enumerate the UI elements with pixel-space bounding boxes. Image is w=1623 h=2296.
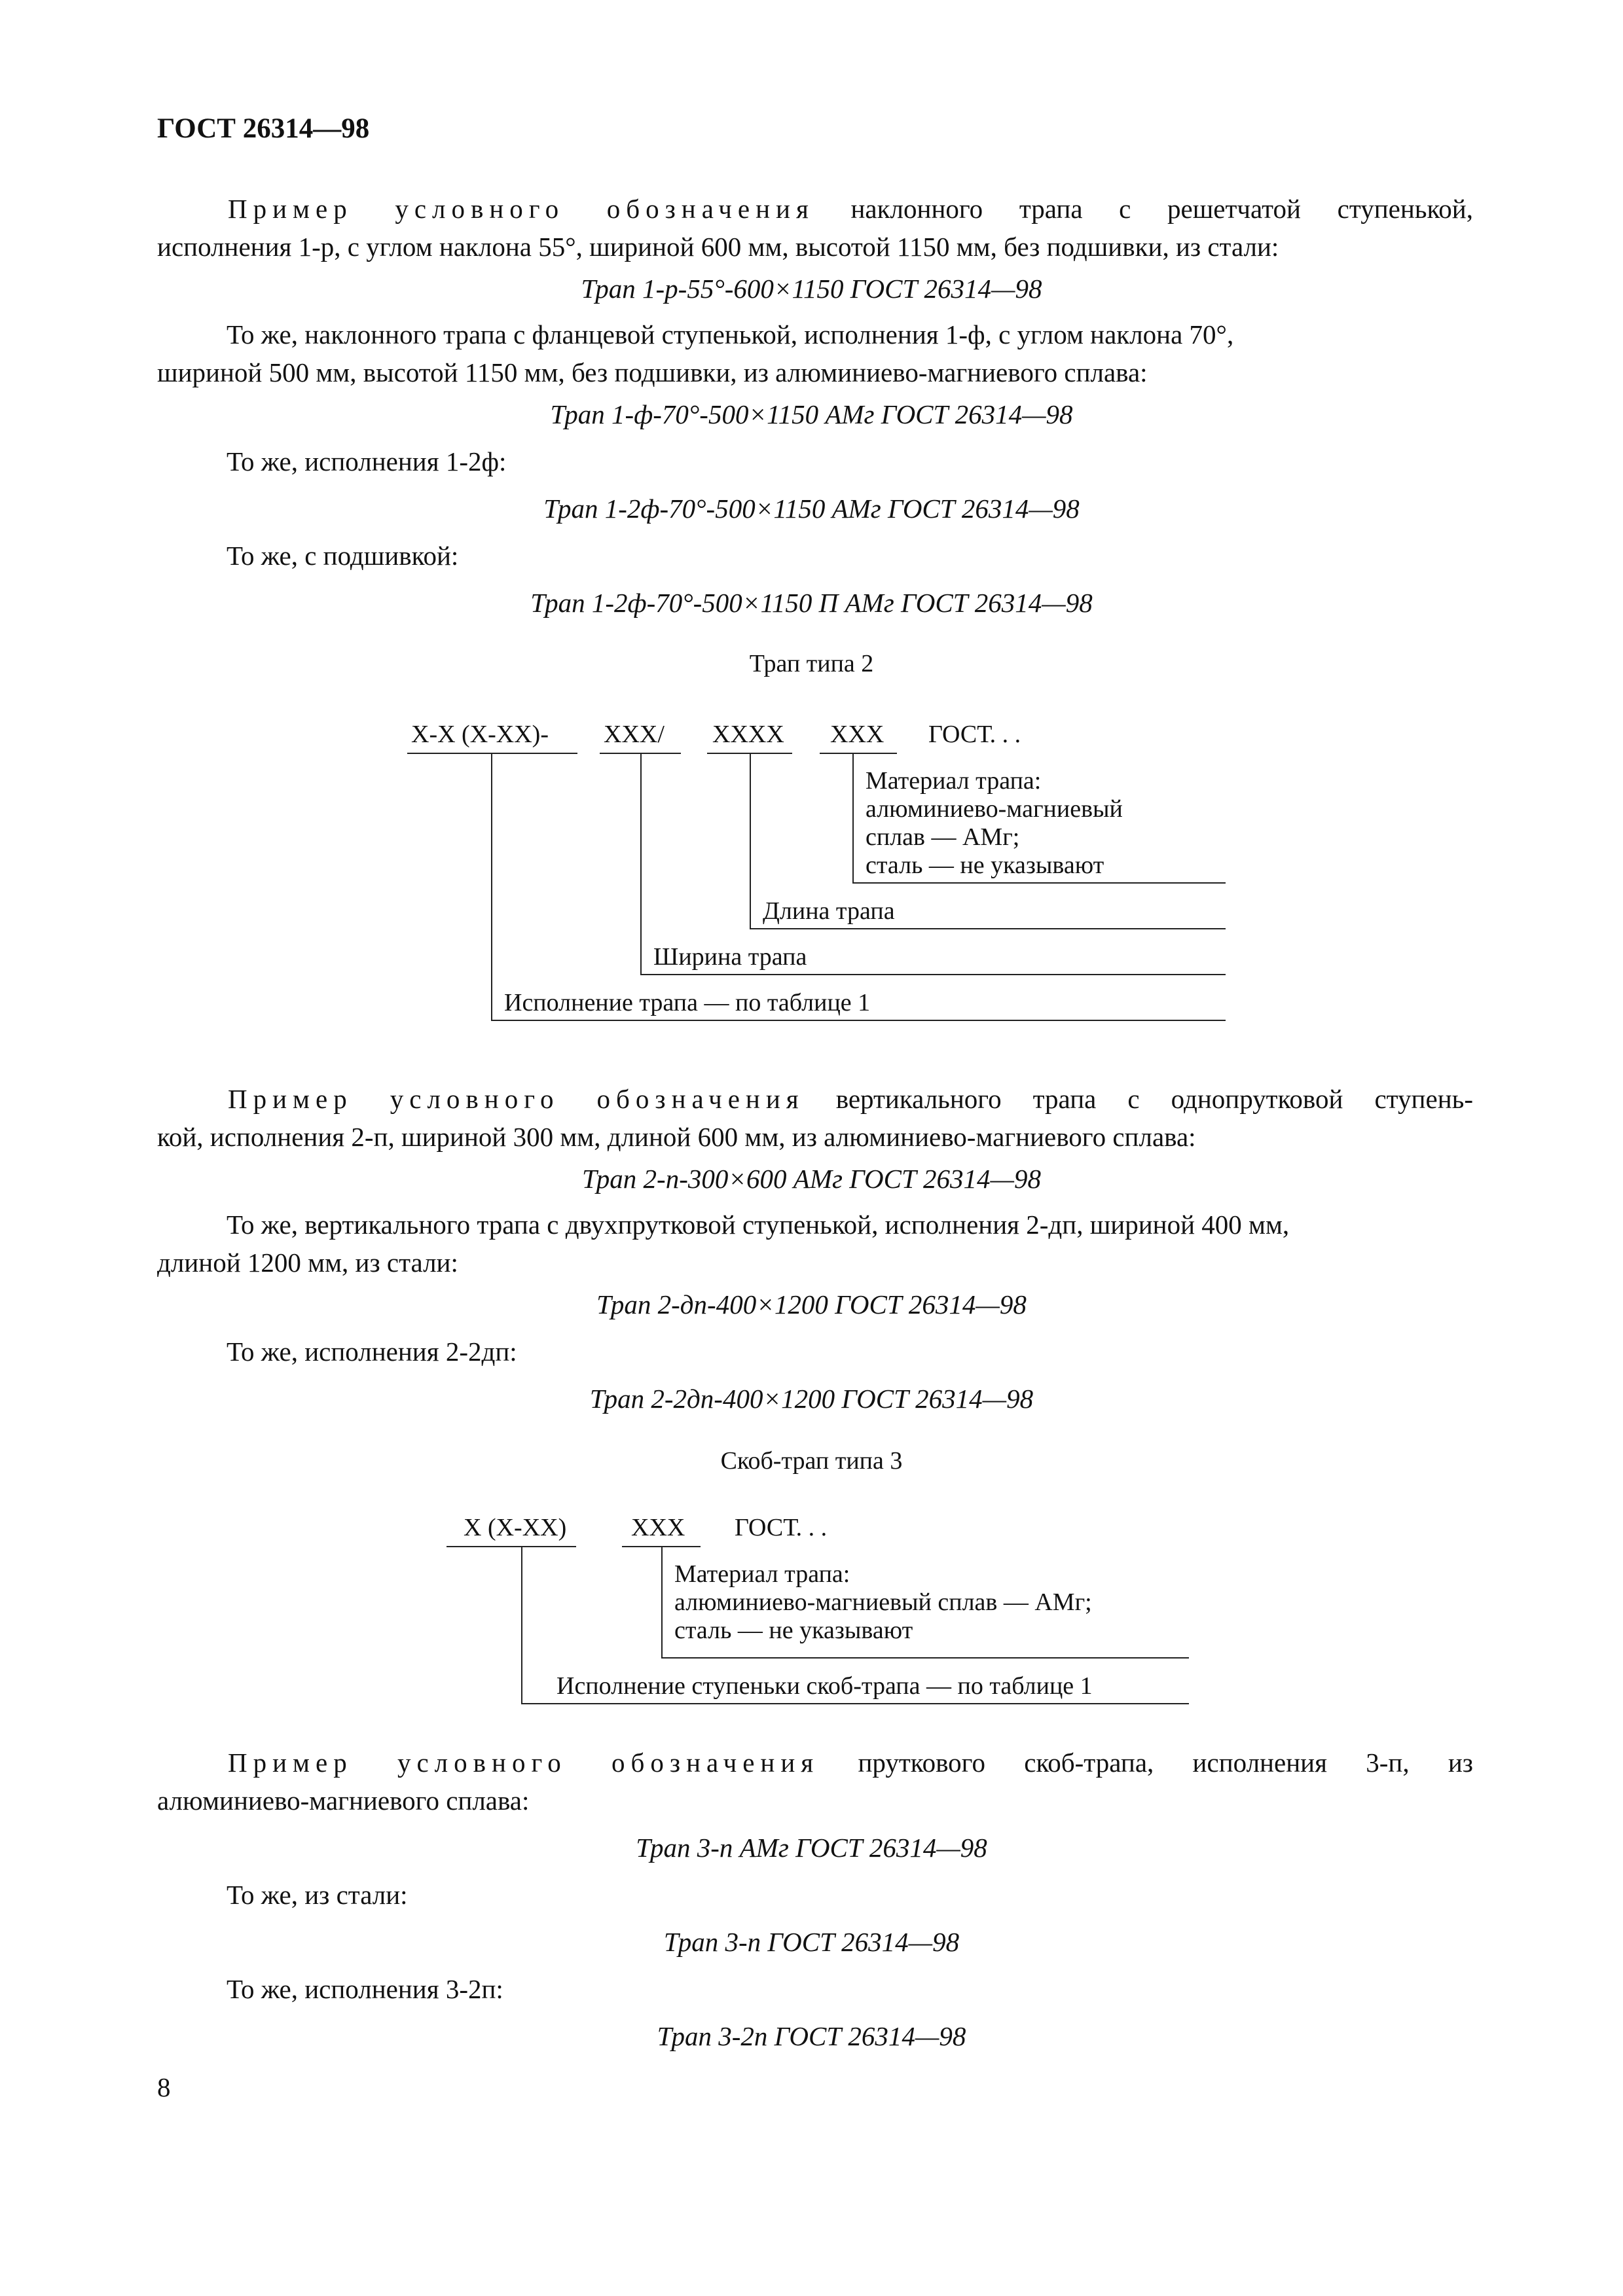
diagram-2-title: Скоб-трап типа 3 [720, 1447, 903, 1475]
paragraph-2-line-1: То же, наклонного трапа с фланцевой ступенькой, исполнения 1-ф, с углом наклона 70°, [227, 319, 1234, 350]
designation-example-lead: Пример условного обозначения [228, 1084, 805, 1114]
diagram-2-code-gost: ГОСТ. . . [735, 1514, 828, 1541]
diagram-2-leader-material [661, 1546, 663, 1657]
diagram-1-leader-width [640, 753, 642, 974]
diagram-2-underline-execution [447, 1546, 576, 1547]
diagram-2-shelf-material [661, 1657, 1189, 1659]
diagram-2-material-line: сталь — не указывают [674, 1617, 913, 1644]
document-header: ГОСТ 26314—98 [157, 113, 370, 144]
diagram-1-length-label: Длина трапа [763, 897, 895, 925]
formula-8: Трап 3-п АМг ГОСТ 26314—98 [636, 1833, 987, 1863]
diagram-1-code-length: ХХХХ [712, 721, 784, 748]
paragraph-1-line-2: исполнения 1-р, с углом наклона 55°, шириной 600 мм, высотой 1150 мм, без подшивки, из стали: [157, 232, 1279, 262]
paragraph-5-rest: вертикального трапа с однопрутковой ступень- [835, 1084, 1473, 1114]
diagram-1-code-width: ХХХ/ [604, 721, 665, 748]
page-number: 8 [157, 2072, 171, 2102]
paragraph-10: То же, исполнения 3-2п: [227, 1974, 503, 2004]
diagram-1-width-label: Ширина трапа [653, 943, 807, 971]
diagram-2-code-material: ХХХ [631, 1514, 685, 1541]
diagram-1-code-material: ХХХ [830, 721, 884, 748]
paragraph-8-line-2: алюминиево-магниевого сплава: [157, 1785, 530, 1816]
paragraph-6-line-1: То же, вертикального трапа с двухпрутковой ступенькой, исполнения 2-дп, шириной 400 мм, [227, 1210, 1290, 1240]
formula-10: Трап 3-2п ГОСТ 26314—98 [657, 2021, 966, 2051]
designation-example-lead: Пример условного обозначения [228, 1748, 820, 1778]
diagram-1-leader-length [750, 753, 751, 928]
formula-4: Трап 1-2ф-70°-500×1150 П АМг ГОСТ 26314—98 [530, 588, 1093, 618]
formula-6: Трап 2-дп-400×1200 ГОСТ 26314—98 [596, 1289, 1027, 1319]
diagram-1-underline-execution [407, 753, 577, 754]
diagram-1-material-text [866, 767, 1123, 880]
paragraph-2-line-2: шириной 500 мм, высотой 1150 мм, без подшивки, из алюминиево-магниевого сплава: [157, 357, 1148, 387]
formula-5: Трап 2-п-300×600 АМг ГОСТ 26314—98 [582, 1164, 1041, 1194]
diagram-1-shelf-length [750, 928, 1226, 929]
diagram-1-material-line: сплав — АМг; [866, 823, 1020, 851]
paragraph-4: То же, с подшивкой: [227, 541, 459, 571]
diagram-2-material-text [674, 1560, 1092, 1645]
diagram-2-shelf-execution [521, 1703, 1189, 1704]
diagram-1-material-line: сталь — не указывают [866, 852, 1104, 879]
diagram-1-leader-material [852, 753, 854, 882]
diagram-1-shelf-width [640, 974, 1226, 975]
diagram-1-title: Трап типа 2 [749, 650, 874, 677]
diagram-1-underline-material [820, 753, 897, 754]
formula-1: Трап 1-р-55°-600×1150 ГОСТ 26314—98 [581, 274, 1042, 304]
paragraph-1-line-1 [157, 190, 1473, 228]
formula-2: Трап 1-ф-70°-500×1150 АМг ГОСТ 26314—98 [550, 399, 1073, 429]
formula-3: Трап 1-2ф-70°-500×1150 АМг ГОСТ 26314—98 [543, 493, 1080, 524]
diagram-2-leader-execution [521, 1546, 522, 1703]
diagram-1-code-execution: Х-Х (Х-ХХ)- [411, 721, 549, 748]
paragraph-3: То же, исполнения 1-2ф: [227, 446, 507, 476]
diagram-1-code-gost: ГОСТ. . . [928, 721, 1021, 748]
diagram-2-code-execution: Х (Х-ХХ) [464, 1514, 567, 1541]
diagram-1-shelf-execution [491, 1020, 1226, 1021]
paragraph-5-line-1 [157, 1080, 1473, 1118]
paragraph-7: То же, исполнения 2-2дп: [227, 1336, 517, 1367]
formula-9: Трап 3-п ГОСТ 26314—98 [663, 1927, 960, 1957]
paragraph-5-line-2: кой, исполнения 2-п, шириной 300 мм, длиной 600 мм, из алюминиево-магниевого сплава: [157, 1122, 1196, 1152]
designation-example-lead: Пример условного обозначения [228, 194, 814, 224]
diagram-1-shelf-material [852, 882, 1226, 884]
paragraph-1-rest: наклонного трапа с решетчатой ступенькой, [850, 194, 1473, 224]
paragraph-8-line-1 [157, 1744, 1473, 1782]
diagram-1-leader-execution [491, 753, 492, 1020]
paragraph-6-line-2: длиной 1200 мм, из стали: [157, 1247, 458, 1278]
diagram-2-material-line: Материал трапа: [674, 1560, 850, 1588]
formula-7: Трап 2-2дп-400×1200 ГОСТ 26314—98 [589, 1384, 1034, 1414]
diagram-1-material-line: алюминиево-магниевый [866, 795, 1123, 823]
diagram-2-execution-label: Исполнение ступеньки скоб-трапа — по таблице 1 [556, 1672, 1093, 1700]
paragraph-9: То же, из стали: [227, 1880, 408, 1910]
diagram-1-execution-label: Исполнение трапа — по таблице 1 [504, 989, 871, 1016]
paragraph-8-rest: пруткового скоб-трапа, исполнения 3-п, из [858, 1748, 1474, 1778]
diagram-2-material-line: алюминиево-магниевый сплав — АМг; [674, 1588, 1092, 1616]
diagram-1-material-line: Материал трапа: [866, 767, 1042, 795]
